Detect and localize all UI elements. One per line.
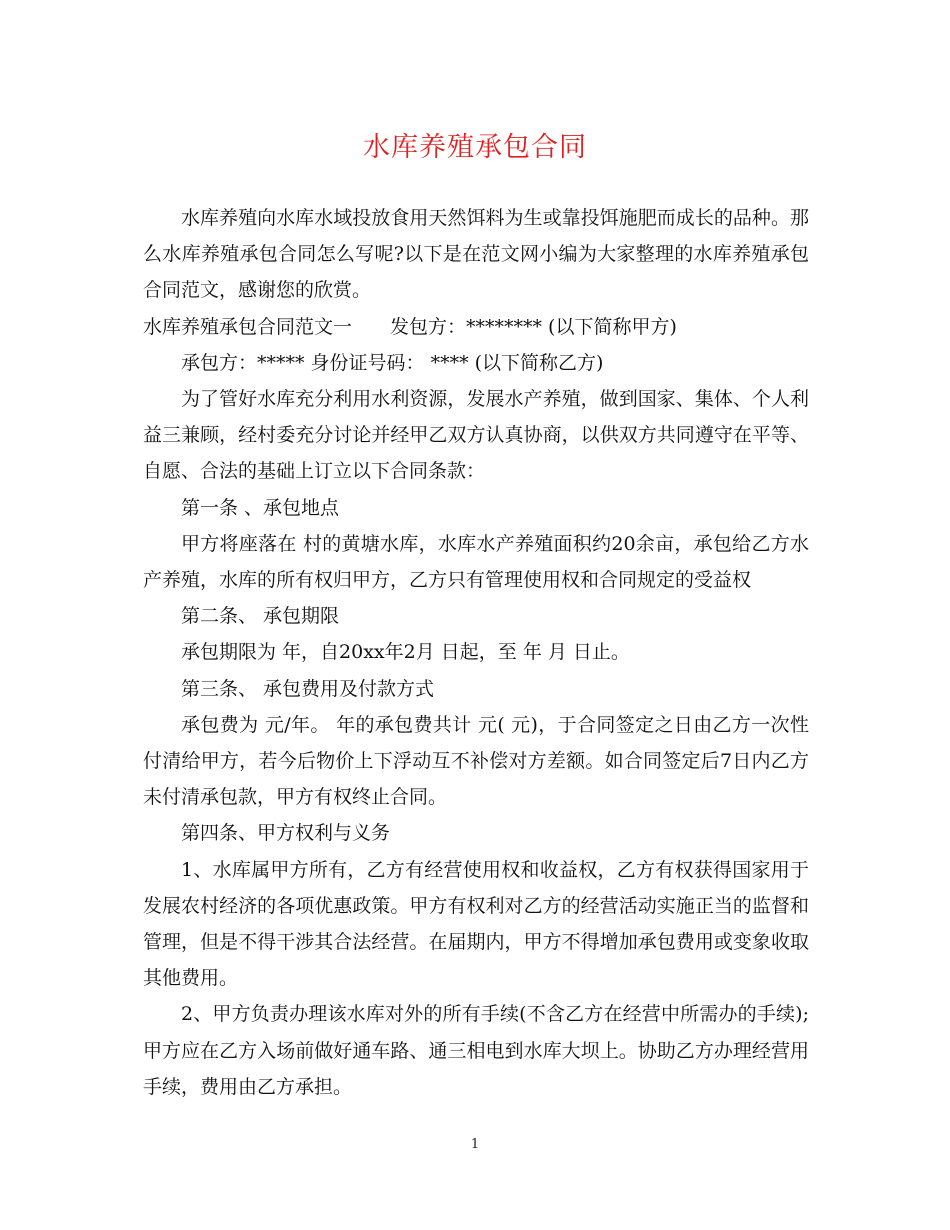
document-body	[143, 200, 809, 1105]
intro-paragraph: 水库养殖向水库水域投放食用天然饵料为生或靠投饵施肥而成长的品种。那么水库养殖承包合同怎么写呢?以下是在范文网小编为大家整理的水库养殖承包合同范文，感谢您的欣赏。	[143, 207, 809, 302]
party-b: 承包方：***** 身份证号码： **** (以下简称乙方)	[181, 351, 604, 374]
party-a: 发包方：******** (以下简称甲方)	[390, 315, 677, 338]
article-4-item-2: 2、甲方负责办理该水库对外的所有手续(不含乙方在经营中所需办的手续);甲方应在乙方入场前做好通车路、通三相电到水库大坝上。协助乙方办理经营用手续，费用由乙方承担。	[143, 1003, 809, 1098]
article-3-title: 第三条、 承包费用及付款方式	[181, 677, 435, 700]
document-title: 水库养殖承包合同	[363, 132, 587, 163]
article-2-text: 承包期限为 年，自20xx年2月 日起，至 年 月 日止。	[181, 641, 630, 664]
sample-heading-line	[143, 309, 809, 345]
article-1-text: 甲方将座落在 村的黄塘水库，水库水产养殖面积约20余亩，承包给乙方水产养殖，水库的所有权归甲方，乙方只有管理使用权和合同规定的受益权	[143, 532, 809, 592]
article-3-text: 承包费为 元/年。 年的承包费共计 元( 元)，于合同签定之日由乙方一次性付清给甲方，若今后物价上下浮动互不补偿对方差额。如合同签定后7日内乙方未付清承包款，甲方有权终止合同。	[143, 713, 809, 809]
article-4-item-1: 1、水库属甲方所有，乙方有经营使用权和收益权，乙方有权获得国家用于发展农村经济的各项优惠政策。甲方有权利对乙方的经营活动实施正当的监督和管理，但是不得干涉其合法经营。在届期内，甲方不得增加承包费用或变象收取其他费用。	[143, 858, 809, 990]
article-1-title: 第一条 、承包地点	[181, 496, 340, 519]
sample-heading: 水库养殖承包合同范文一	[143, 315, 353, 338]
article-4-title: 第四条、甲方权利与义务	[181, 822, 391, 845]
preamble-paragraph: 为了管好水库充分利用水利资源，发展水产养殖，做到国家、集体、个人利益三兼顾，经村委充分讨论并经甲乙双方认真协商，以供双方共同遵守在平等、自愿、合法的基础上订立以下合同条款：	[143, 388, 809, 483]
page-number: 1	[470, 1137, 480, 1152]
article-2-title: 第二条、 承包期限	[181, 605, 340, 628]
